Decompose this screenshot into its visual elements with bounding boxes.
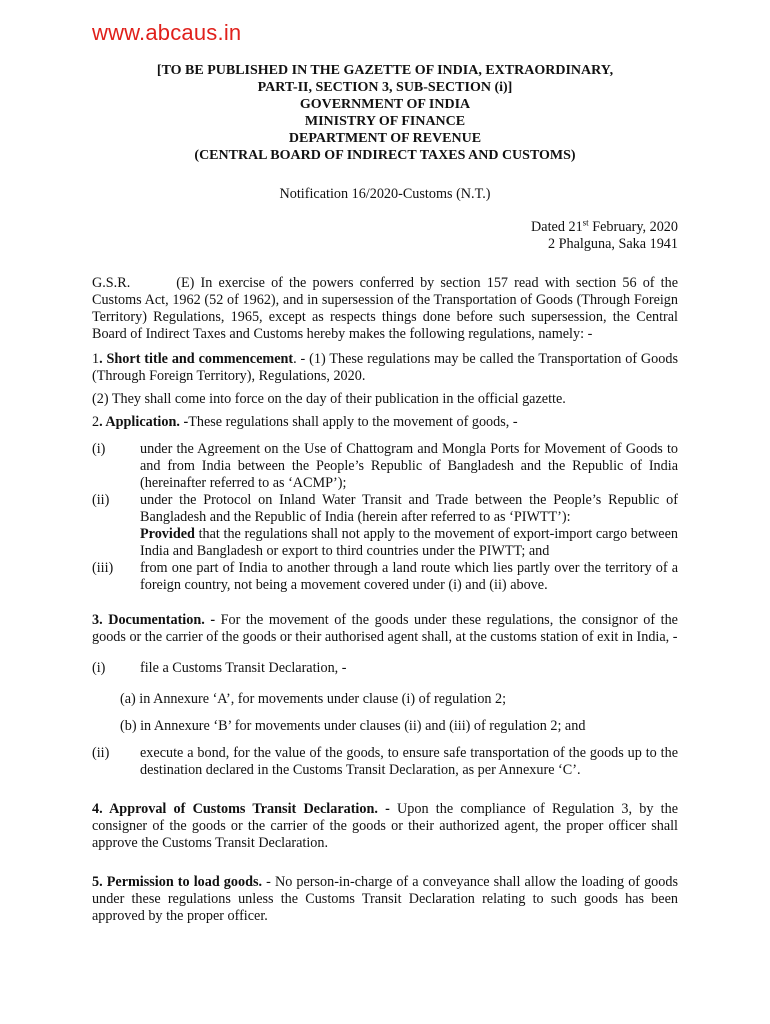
date-suffix: February, 2020: [588, 219, 678, 235]
proviso-text: that the regulations shall not apply to the movement of export-import cargo between India and Bangladesh or export to third countries under the PIWTT; and: [140, 526, 678, 559]
section-3-clause-ii: [92, 745, 678, 779]
section-5: [92, 874, 678, 925]
header-line: (CENTRAL BOARD OF INDIRECT TAXES AND CUSTOMS): [194, 148, 576, 163]
section-4-heading: 4. Approval of Customs Transit Declaration. -: [92, 801, 390, 817]
section-1-number: 1: [92, 351, 100, 367]
clause-text: from one part of India to another through a land route which lies partly over the territory of a foreign country, not being a movement covered under (i) and (ii) above.: [140, 560, 678, 593]
section-2-clause-iii: [92, 560, 678, 594]
proviso: [140, 526, 678, 560]
section-3-item-a: (a) in Annexure ‘A’, for movements under clause (i) of regulation 2;: [120, 691, 507, 707]
document-body: [92, 62, 678, 925]
gsr-preamble: [92, 275, 678, 343]
clause-text: under the Agreement on the Use of Chattogram and Mongla Ports for Movement of Goods to and from India between the People’s Republic of Bangladesh and the Republic of India (hereinafter referred to as ‘ACMP’);: [140, 441, 678, 491]
section-4-text: Upon the compliance of Regulation 3, by the consigner of the goods or the carrier of the goods or their authorized agent, the proper officer shall approve the Customs Transit Declaration.: [92, 801, 678, 851]
header-line: MINISTRY OF FINANCE: [304, 114, 466, 129]
clause-number: (ii): [92, 492, 110, 508]
watermark-url[interactable]: www.abcaus.in: [92, 20, 242, 45]
gazette-header: [92, 62, 678, 164]
clause-number: (ii): [92, 745, 110, 761]
section-2-number: 2: [92, 414, 100, 430]
header-line: GOVERNMENT OF INDIA: [299, 97, 471, 112]
clause-text: execute a bond, for the value of the goods, to ensure safe transportation of the goods up to the destination declared in the Customs Transit Declaration, as per Annexure ‘C’.: [140, 745, 678, 778]
header-line: DEPARTMENT OF REVENUE: [288, 131, 482, 146]
header-line: PART-II, SECTION 3, SUB-SECTION (i)]: [257, 80, 513, 95]
section-3-clause-i: [92, 660, 678, 677]
section-1-sub-2: (2) They shall come into force on the day of their publication in the official gazette.: [92, 391, 566, 407]
section-2: [92, 414, 678, 431]
proviso-label: Provided: [140, 526, 195, 542]
section-3: [92, 612, 678, 646]
section-5-text: - No person-in-charge of a conveyance shall allow the loading of goods under these regulations unless the Customs Transit Declaration relating to such goods has been approved by the proper officer.: [92, 874, 678, 924]
section-3-item-b: (b) in Annexure ‘B’ for movements under clauses (ii) and (iii) of regulation 2; and: [120, 718, 586, 734]
notification-number: Notification 16/2020-Customs (N.T.): [279, 186, 491, 202]
saka-date: 2 Phalguna, Saka 1941: [547, 236, 678, 252]
section-1-text: . - (1) These regulations may be called the Transportation of Goods (Through Foreign Territory), Regulations, 2020.: [92, 351, 678, 384]
gsr-text: (E) In exercise of the powers conferred by section 157 read with section 56 of the Customs Act, 1962 (52 of 1962), and in supersession of the Transportation of Goods (Through Foreign Territory) Regulations, 1965, except as respects things done before such supersession, the Central Board of Indirect Taxes and Customs hereby makes the following regulations, namely: -: [92, 275, 678, 342]
section-3-heading: 3. Documentation. -: [92, 612, 216, 628]
date-sup: st: [582, 217, 589, 228]
section-1-heading: . Short title and commencement: [99, 351, 294, 367]
section-1: [92, 351, 678, 385]
header-line: [TO BE PUBLISHED IN THE GAZETTE OF INDIA, EXTRAORDINARY,: [156, 63, 614, 78]
section-3-text: For the movement of the goods under these regulations, the consignor of the goods or the carrier of the goods or their authorised agent shall, at the customs station of exit in India, -: [92, 612, 678, 645]
clause-number: (i): [92, 441, 106, 457]
section-2-clause-i: [92, 441, 678, 492]
clause-number: (iii): [92, 560, 114, 576]
date-prefix: Dated 21: [531, 219, 583, 235]
clause-text: under the Protocol on Inland Water Transit and Trade between the People’s Republic of Bangladesh and the Republic of India (herein after referred to as ‘PIWTT’):: [140, 492, 678, 525]
section-4: [92, 801, 678, 852]
section-2-text: These regulations shall apply to the movement of goods, -: [188, 414, 518, 430]
gsr-label: G.S.R.: [92, 275, 131, 291]
section-2-clause-ii: [92, 492, 678, 560]
notification-date: [92, 219, 678, 236]
section-2-heading: . Application. -: [99, 414, 189, 430]
section-5-heading: 5. Permission to load goods.: [92, 874, 263, 890]
clause-number: (i): [92, 660, 106, 676]
clause-text: file a Customs Transit Declaration, -: [140, 660, 347, 676]
